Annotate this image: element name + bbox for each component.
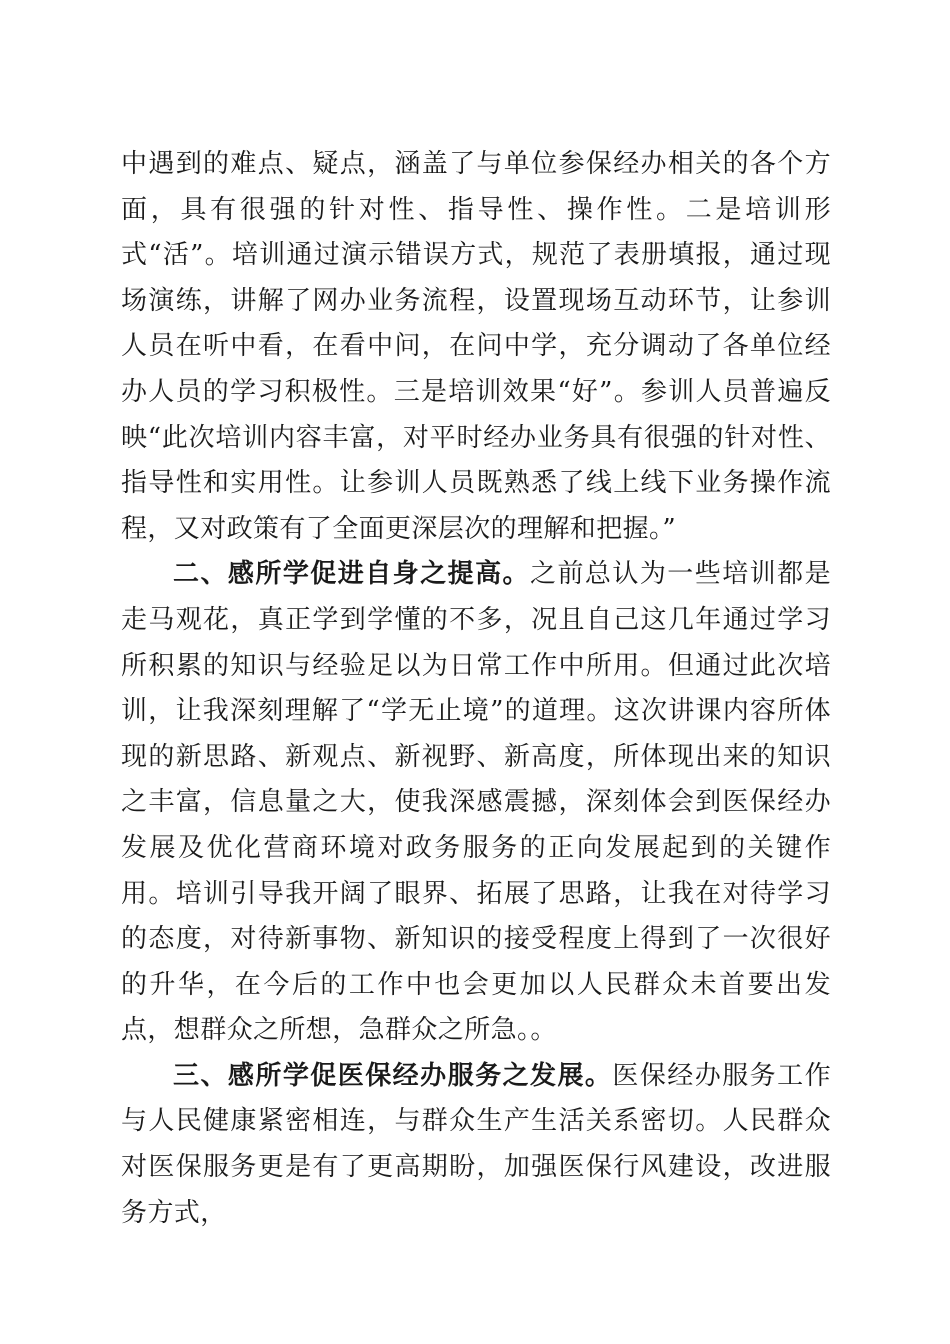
document-body <box>121 142 831 1236</box>
section-heading-three: 三、感所学促医保经办服务之发展。 <box>173 1060 613 1091</box>
paragraph-text: 之前总认为一些培训都是走马观花，真正学到学懂的不多，况且自己这几年通过学习所积累的知识与经验足以为日常工作中所用。但通过此次培训，让我深刻理解了“学无止境”的道理。这次讲课内容所体现的新思路、新观点、新视野、新高度，所体现出来的知识之丰富，信息量之大，使我深感震撼，深刻体会到医保经办发展及优化营商环境对政务服务的正向发展起到的关键作用。培训引导我开阔了眼界、拓展了思路，让我在对待学习的态度，对待新事物、新知识的接受程度上得到了一次很好的升华，在今后的工作中也会更加以人民群众未首要出发点，想群众之所想，急群众之所急。。 <box>121 559 832 1046</box>
paragraph-self-improvement <box>121 552 831 1054</box>
paragraph-text: 中遇到的难点、疑点，涵盖了与单位参保经办相关的各个方面，具有很强的针对性、指导性、操作性。二是培训形式“活”。培训通过演示错误方式，规范了表册填报，通过现场演练，讲解了网办业务流程，设置现场互动环节，让参训人员在听中看，在看中问，在问中学，充分调动了各单位经办人员的学习积极性。三是培训效果“好”。参训人员普遍反映“此次培训内容丰富，对平时经办业务具有很强的针对性、指导性和实用性。让参训人员既熟悉了线上线下业务操作流程，又对政策有了全面更深层次的理解和把握。” <box>121 149 831 544</box>
paragraph-service-development <box>121 1054 831 1236</box>
section-heading-two: 二、感所学促进自身之提高。 <box>173 559 530 590</box>
paragraph-text: 医保经办服务工作与人民健康紧密相连，与群众生产生活关系密切。人民群众对医保服务更是有了更高期盼，加强医保行风建设，改进服务方式， <box>121 1060 831 1228</box>
paragraph-training-summary <box>121 142 831 552</box>
